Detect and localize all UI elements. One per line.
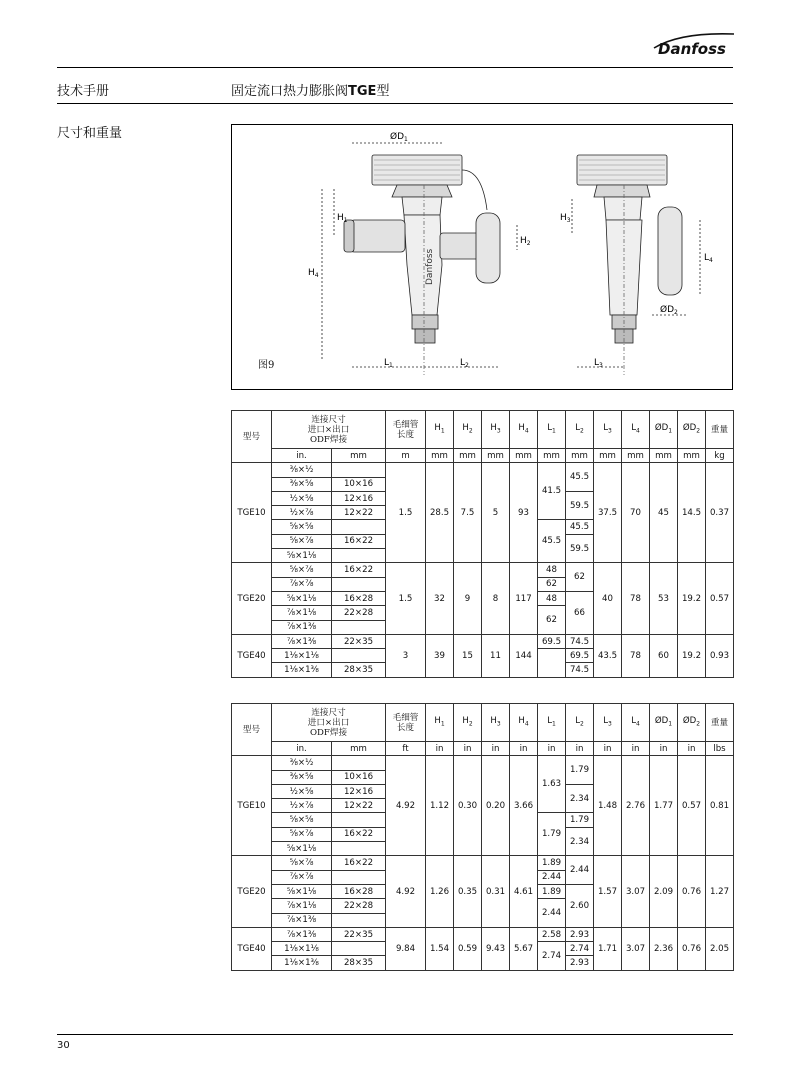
unit-mm: mm — [332, 742, 386, 756]
h1-cell: 1.54 — [426, 927, 454, 970]
l2-cell: 2.34 — [566, 827, 594, 856]
unit-d2: in — [678, 742, 706, 756]
unit-in: in. — [272, 742, 332, 756]
conn-mm-cell — [332, 463, 386, 477]
table-row — [232, 563, 734, 577]
conn-in-cell: ½×⅞ — [272, 506, 332, 520]
conn-mm-cell — [332, 913, 386, 927]
l2-cell: 62 — [566, 563, 594, 592]
d2-cell: 19.2 — [678, 563, 706, 634]
dim-d2: $ØD_2$ — [660, 305, 678, 316]
h4-cell: 117 — [510, 563, 538, 634]
conn-in-cell: ⅞×⅞ — [272, 870, 332, 884]
conn-in-cell: ⅜×⅝ — [272, 477, 332, 491]
l1-cell: 2.58 — [538, 927, 566, 941]
conn-in-cell: 1⅛×1⅛ — [272, 942, 332, 956]
h1-cell: 39 — [426, 634, 454, 677]
l4-cell: 3.07 — [622, 927, 650, 970]
conn-in-cell: 1⅛×1⅛ — [272, 649, 332, 663]
footer-rule — [57, 1034, 733, 1035]
table-row — [232, 856, 734, 870]
h3-cell: 11 — [482, 634, 510, 677]
l1-cell — [538, 649, 566, 678]
dim-h2: $H_2$ — [520, 236, 531, 247]
h4-cell: 4.61 — [510, 856, 538, 927]
unit-l4: in — [622, 742, 650, 756]
table-row — [232, 756, 734, 770]
col-h1: $H_1$ — [426, 704, 454, 742]
d2-cell: 19.2 — [678, 634, 706, 677]
col-l2: $L_2$ — [566, 704, 594, 742]
col-d2: $ØD_2$ — [678, 411, 706, 449]
l1-cell: 48 — [538, 563, 566, 577]
unit-l1: in — [538, 742, 566, 756]
table-row — [232, 463, 734, 477]
l2-cell: 2.93 — [566, 927, 594, 941]
d2-cell: 0.76 — [678, 856, 706, 927]
h2-cell: 0.35 — [454, 856, 482, 927]
col-h2: $H_2$ — [454, 411, 482, 449]
d1-cell: 1.77 — [650, 756, 678, 856]
d1-cell: 60 — [650, 634, 678, 677]
conn-in-cell: ⅝×1⅛ — [272, 842, 332, 856]
l1-cell: 1.89 — [538, 856, 566, 870]
l1-cell: 62 — [538, 606, 566, 635]
weight-cell: 0.81 — [706, 756, 734, 856]
conn-mm-cell: 16×22 — [332, 856, 386, 870]
weight-cell: 1.27 — [706, 856, 734, 927]
col-connection: 连接尺寸 进口×出口 ODF焊接 — [272, 704, 386, 742]
conn-in-cell: ⅜×½ — [272, 756, 332, 770]
h4-cell: 144 — [510, 634, 538, 677]
l2-cell: 2.34 — [566, 784, 594, 813]
conn-in-cell: ⅝×1⅛ — [272, 884, 332, 898]
conn-mm-cell: 10×16 — [332, 477, 386, 491]
conn-mm-cell: 16×28 — [332, 884, 386, 898]
col-l2: $L_2$ — [566, 411, 594, 449]
l1-cell: 1.79 — [538, 813, 566, 856]
cap-cell: 9.84 — [386, 927, 426, 970]
doc-title: 固定流口热力膨胀阀TGE型 — [231, 84, 390, 99]
conn-mm-cell: 10×16 — [332, 770, 386, 784]
l2-cell: 74.5 — [566, 634, 594, 648]
l2-cell: 59.5 — [566, 534, 594, 563]
unit-h2: in — [454, 742, 482, 756]
l3-cell: 40 — [594, 563, 622, 634]
d1-cell: 53 — [650, 563, 678, 634]
conn-in-cell: 1⅛×1⅜ — [272, 663, 332, 677]
col-d1: $ØD_1$ — [650, 411, 678, 449]
conn-mm-cell — [332, 577, 386, 591]
conn-mm-cell: 12×16 — [332, 784, 386, 798]
unit-l3: mm — [594, 449, 622, 463]
col-d1: $ØD_1$ — [650, 704, 678, 742]
conn-in-cell: ⅜×⅝ — [272, 770, 332, 784]
l2-cell: 2.93 — [566, 956, 594, 970]
h1-cell: 1.26 — [426, 856, 454, 927]
col-l4: $L_4$ — [622, 704, 650, 742]
h4-cell: 5.67 — [510, 927, 538, 970]
l2-cell: 66 — [566, 591, 594, 634]
d2-cell: 14.5 — [678, 463, 706, 563]
l2-cell: 69.5 — [566, 649, 594, 663]
conn-mm-cell: 28×35 — [332, 956, 386, 970]
table-row — [232, 927, 734, 941]
conn-in-cell: ½×⅝ — [272, 784, 332, 798]
figure-label: 图9 — [258, 360, 275, 371]
l2-cell: 2.60 — [566, 884, 594, 927]
dim-l2: $L_2$ — [460, 358, 469, 369]
d1-cell: 45 — [650, 463, 678, 563]
unit-h4: mm — [510, 449, 538, 463]
model-cell: TGE40 — [232, 634, 272, 677]
col-h4: $H_4$ — [510, 411, 538, 449]
conn-in-cell: ½×⅝ — [272, 491, 332, 505]
l2-cell: 1.79 — [566, 813, 594, 827]
imperial-spec-table — [231, 703, 734, 971]
conn-mm-cell — [332, 842, 386, 856]
conn-mm-cell — [332, 620, 386, 634]
conn-in-cell: ⅝×⅝ — [272, 813, 332, 827]
unit-h3: in — [482, 742, 510, 756]
h2-cell: 0.30 — [454, 756, 482, 856]
h1-cell: 1.12 — [426, 756, 454, 856]
conn-mm-cell: 16×22 — [332, 563, 386, 577]
conn-in-cell: ⅝×⅞ — [272, 827, 332, 841]
l3-cell: 43.5 — [594, 634, 622, 677]
danfoss-logo — [650, 28, 736, 60]
col-l3: $L_3$ — [594, 704, 622, 742]
col-model: 型号 — [232, 411, 272, 463]
l1-cell: 45.5 — [538, 520, 566, 563]
dim-l3: $L_3$ — [594, 358, 603, 369]
conn-mm-cell — [332, 520, 386, 534]
unit-l2: mm — [566, 449, 594, 463]
h3-cell: 0.20 — [482, 756, 510, 856]
l2-cell: 2.74 — [566, 942, 594, 956]
unit-d1: mm — [650, 449, 678, 463]
conn-mm-cell: 12×22 — [332, 799, 386, 813]
model-cell: TGE20 — [232, 856, 272, 927]
conn-in-cell: ⅞×1⅜ — [272, 927, 332, 941]
unit-d2: mm — [678, 449, 706, 463]
h2-cell: 7.5 — [454, 463, 482, 563]
conn-in-cell: ⅞×1⅜ — [272, 634, 332, 648]
h1-cell: 32 — [426, 563, 454, 634]
model-cell: TGE10 — [232, 463, 272, 563]
dim-h3: $H_3$ — [560, 213, 571, 224]
l1-cell: 2.44 — [538, 870, 566, 884]
dim-l1: $L_1$ — [384, 358, 393, 369]
col-capillary: 毛细管 长度 — [386, 704, 426, 742]
conn-in-cell: ½×⅞ — [272, 799, 332, 813]
h3-cell: 9.43 — [482, 927, 510, 970]
header-rule — [57, 67, 733, 68]
h3-cell: 5 — [482, 463, 510, 563]
weight-cell: 0.37 — [706, 463, 734, 563]
conn-in-cell: ⅝×1⅛ — [272, 549, 332, 563]
d2-cell: 0.57 — [678, 756, 706, 856]
l2-cell: 45.5 — [566, 520, 594, 534]
conn-in-cell: ⅞×1⅜ — [272, 620, 332, 634]
model-cell: TGE40 — [232, 927, 272, 970]
dim-h4-front: $H_4$ — [308, 268, 319, 279]
conn-mm-cell: 22×28 — [332, 606, 386, 620]
col-capillary: 毛细管 长度 — [386, 411, 426, 449]
valve-brand-text: Danfoss — [425, 248, 435, 285]
conn-in-cell: 1⅛×1⅜ — [272, 956, 332, 970]
unit-h3: mm — [482, 449, 510, 463]
l1-cell: 2.74 — [538, 942, 566, 971]
l4-cell: 3.07 — [622, 856, 650, 927]
conn-in-cell: ⅞×⅞ — [272, 577, 332, 591]
conn-mm-cell — [332, 756, 386, 770]
conn-in-cell: ⅝×⅝ — [272, 520, 332, 534]
page-number: 30 — [57, 1040, 70, 1051]
conn-mm-cell: 16×22 — [332, 534, 386, 548]
col-h2: $H_2$ — [454, 704, 482, 742]
unit-cap: m — [386, 449, 426, 463]
unit-in: in. — [272, 449, 332, 463]
unit-d1: in — [650, 742, 678, 756]
col-h1: $H_1$ — [426, 411, 454, 449]
l2-cell: 59.5 — [566, 491, 594, 520]
h2-cell: 15 — [454, 634, 482, 677]
col-l4: $L_4$ — [622, 411, 650, 449]
col-weight: 重量 — [706, 411, 734, 449]
l1-cell: 69.5 — [538, 634, 566, 648]
d2-cell: 0.76 — [678, 927, 706, 970]
manual-label: 技术手册 — [57, 84, 110, 99]
conn-mm-cell — [332, 813, 386, 827]
model-cell: TGE10 — [232, 756, 272, 856]
col-l3: $L_3$ — [594, 411, 622, 449]
l2-cell: 2.44 — [566, 856, 594, 885]
unit-l1: mm — [538, 449, 566, 463]
cap-cell: 3 — [386, 634, 426, 677]
conn-mm-cell — [332, 870, 386, 884]
l1-cell: 48 — [538, 591, 566, 605]
dim-d1-front: $ØD_1$ — [390, 132, 408, 143]
l2-cell: 1.79 — [566, 756, 594, 785]
conn-in-cell: ⅝×1⅛ — [272, 591, 332, 605]
dimension-figure — [231, 124, 733, 390]
cap-cell: 4.92 — [386, 856, 426, 927]
col-h4: $H_4$ — [510, 704, 538, 742]
l3-cell: 1.71 — [594, 927, 622, 970]
unit-weight: lbs — [706, 742, 734, 756]
h3-cell: 8 — [482, 563, 510, 634]
col-model: 型号 — [232, 704, 272, 756]
l3-cell: 37.5 — [594, 463, 622, 563]
header-rule-bottom — [57, 103, 733, 104]
unit-l3: in — [594, 742, 622, 756]
conn-mm-cell: 16×28 — [332, 591, 386, 605]
unit-l2: in — [566, 742, 594, 756]
svg-text:Danfoss: Danfoss — [658, 40, 726, 58]
conn-mm-cell: 22×35 — [332, 927, 386, 941]
unit-h4: in — [510, 742, 538, 756]
col-l1: $L_1$ — [538, 411, 566, 449]
unit-weight: kg — [706, 449, 734, 463]
conn-mm-cell — [332, 549, 386, 563]
conn-mm-cell: 22×28 — [332, 899, 386, 913]
conn-in-cell: ⅜×½ — [272, 463, 332, 477]
l4-cell: 70 — [622, 463, 650, 563]
unit-l4: mm — [622, 449, 650, 463]
weight-cell: 2.05 — [706, 927, 734, 970]
conn-mm-cell: 28×35 — [332, 663, 386, 677]
weight-cell: 0.57 — [706, 563, 734, 634]
model-cell: TGE20 — [232, 563, 272, 634]
h4-cell: 93 — [510, 463, 538, 563]
table-row — [232, 634, 734, 648]
unit-h1: mm — [426, 449, 454, 463]
d1-cell: 2.36 — [650, 927, 678, 970]
unit-cap: ft — [386, 742, 426, 756]
cap-cell: 1.5 — [386, 563, 426, 634]
cap-cell: 4.92 — [386, 756, 426, 856]
weight-cell: 0.93 — [706, 634, 734, 677]
l1-cell: 62 — [538, 577, 566, 591]
col-h3: $H_3$ — [482, 704, 510, 742]
l1-cell: 41.5 — [538, 463, 566, 520]
d1-cell: 2.09 — [650, 856, 678, 927]
conn-mm-cell — [332, 649, 386, 663]
conn-in-cell: ⅞×1⅜ — [272, 913, 332, 927]
col-weight: 重量 — [706, 704, 734, 742]
conn-mm-cell: 12×22 — [332, 506, 386, 520]
l2-cell: 45.5 — [566, 463, 594, 492]
h2-cell: 0.59 — [454, 927, 482, 970]
cap-cell: 1.5 — [386, 463, 426, 563]
unit-mm: mm — [332, 449, 386, 463]
unit-h1: in — [426, 742, 454, 756]
l3-cell: 1.57 — [594, 856, 622, 927]
col-connection: 连接尺寸 进口×出口 ODF焊接 — [272, 411, 386, 449]
valve-drawing — [232, 125, 732, 389]
conn-in-cell: ⅝×⅞ — [272, 856, 332, 870]
h1-cell: 28.5 — [426, 463, 454, 563]
conn-mm-cell: 16×22 — [332, 827, 386, 841]
dim-l4: $L_4$ — [704, 253, 713, 264]
l4-cell: 2.76 — [622, 756, 650, 856]
col-d2: $ØD_2$ — [678, 704, 706, 742]
conn-mm-cell — [332, 942, 386, 956]
l4-cell: 78 — [622, 563, 650, 634]
h3-cell: 0.31 — [482, 856, 510, 927]
conn-mm-cell: 22×35 — [332, 634, 386, 648]
col-l1: $L_1$ — [538, 704, 566, 742]
l3-cell: 1.48 — [594, 756, 622, 856]
l4-cell: 78 — [622, 634, 650, 677]
h4-cell: 3.66 — [510, 756, 538, 856]
conn-in-cell: ⅝×⅞ — [272, 563, 332, 577]
l2-cell: 74.5 — [566, 663, 594, 677]
conn-mm-cell: 12×16 — [332, 491, 386, 505]
col-h3: $H_3$ — [482, 411, 510, 449]
l1-cell: 1.63 — [538, 756, 566, 813]
l1-cell: 1.89 — [538, 884, 566, 898]
conn-in-cell: ⅝×⅞ — [272, 534, 332, 548]
section-title: 尺寸和重量 — [57, 126, 123, 141]
conn-in-cell: ⅞×1⅛ — [272, 606, 332, 620]
l1-cell: 2.44 — [538, 899, 566, 928]
h2-cell: 9 — [454, 563, 482, 634]
dim-h1: $H_1$ — [337, 213, 348, 224]
unit-h2: mm — [454, 449, 482, 463]
conn-in-cell: ⅞×1⅛ — [272, 899, 332, 913]
metric-spec-table — [231, 410, 734, 678]
